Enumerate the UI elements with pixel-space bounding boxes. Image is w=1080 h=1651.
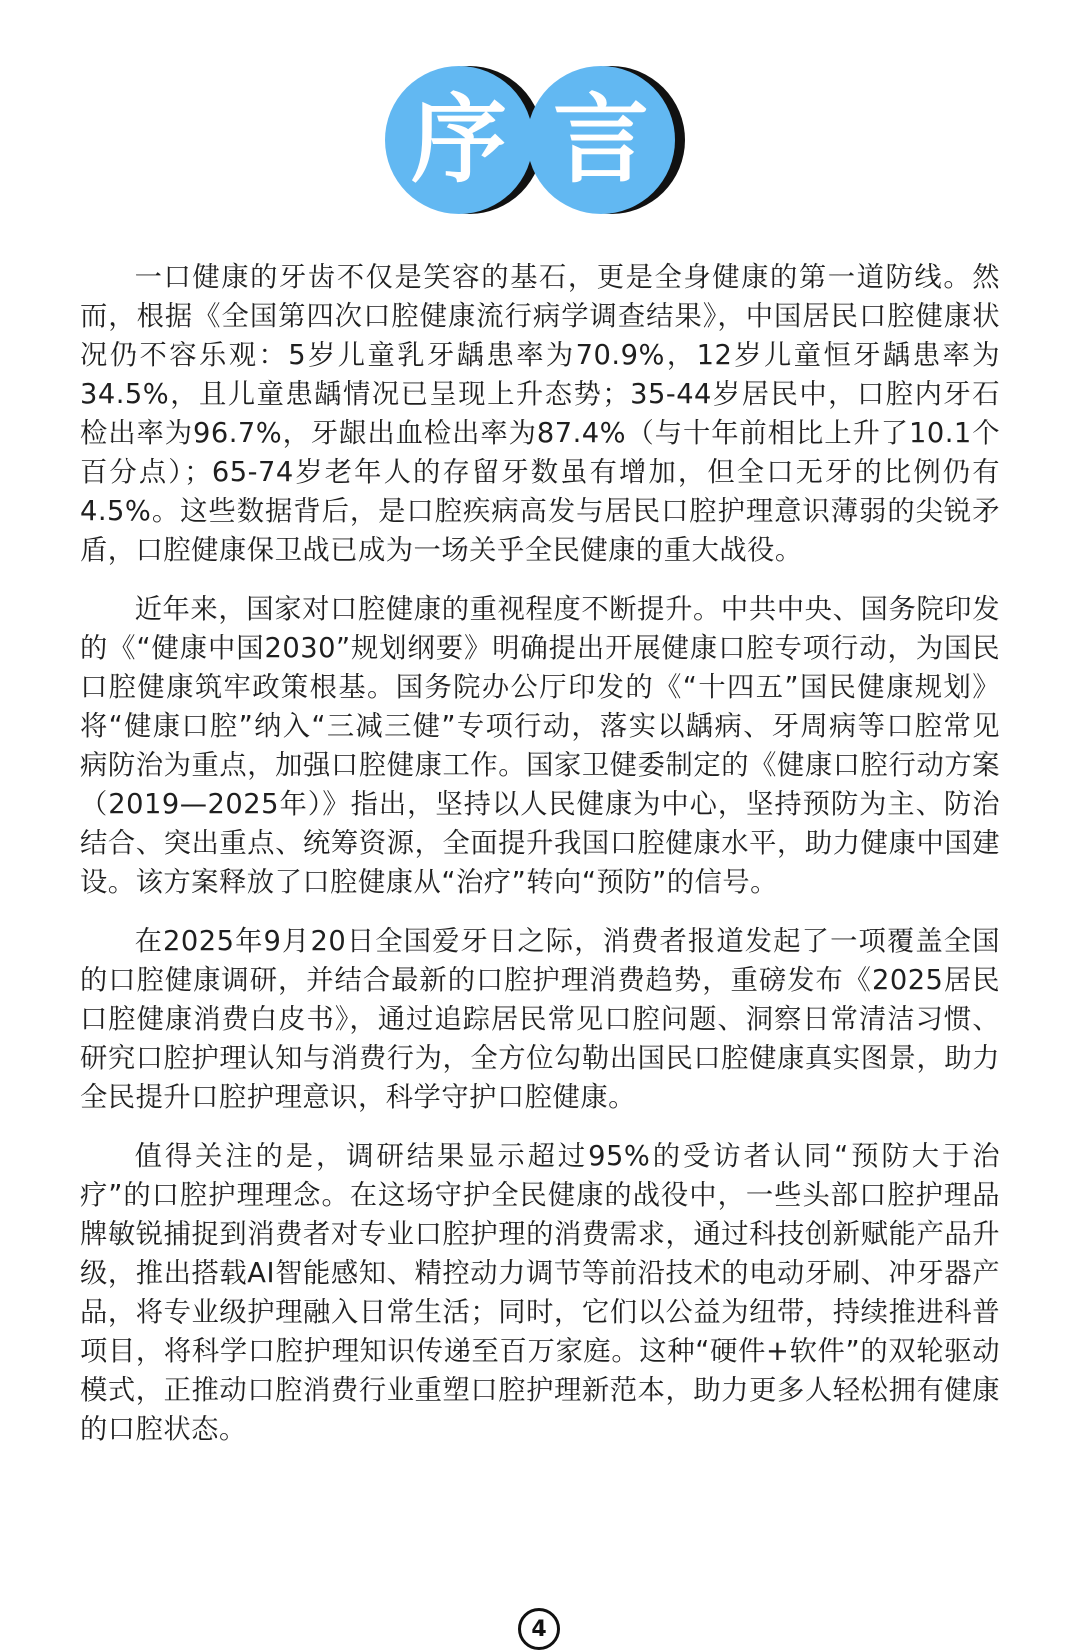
title-circle-face [527,66,675,214]
paragraph-1: 一口健康的牙齿不仅是笑容的基石，更是全身健康的第一道防线。然而，根据《全国第四次口腔健康流行病学调查结果》，中国居民口腔健康状况仍不容乐观：5岁儿童乳牙龋患率为70.9%，12岁儿童恒牙龋患率为34.5%，且儿童患龋情况已呈现上升态势；35-44岁居民中，口腔内牙石检出率为96.7%，牙龈出血检出率为87.4%（与十年前相比上升了10.1个百分点）；65-74岁老年人的存留牙数虽有增加，但全口无牙的比例仍有4.5%。这些数据背后，是口腔疾病高发与居民口腔护理意识薄弱的尖锐矛盾，口腔健康保卫战已成为一场关乎全民健康的重大战役。 [80,262,1000,566]
paragraph-2: 近年来，国家对口腔健康的重视程度不断提升。中共中央、国务院印发的《“健康中国2030”规划纲要》明确提出开展健康口腔专项行动，为国民口腔健康筑牢政策根基。国务院办公厅印发的《“十四五”国民健康规划》将“健康口腔”纳入“三减三健”专项行动，落实以龋病、牙周病等口腔常见病防治为重点，加强口腔健康工作。国家卫健委制定的《健康口腔行动方案（2019—2025年）》指出，坚持以人民健康为中心，坚持预防为主、防治结合、突出重点、统筹资源，全面提升我国口腔健康水平，助力健康中国建设。该方案释放了口腔健康从“治疗”转向“预防”的信号。 [80,594,1000,898]
page-number: 4 [518,1608,560,1650]
page-title [385,62,705,222]
paragraph-3: 在2025年9月20日全国爱牙日之际，消费者报道发起了一项覆盖全国的口腔健康调研，并结合最新的口腔护理消费趋势，重磅发布《2025居民口腔健康消费白皮书》，通过追踪居民常见口腔问题、洞察日常清洁习惯、研究口腔护理认知与消费行为，全方位勾勒出国民口腔健康真实图景，助力全民提升口腔护理意识，科学守护口腔健康。 [80,926,1000,1113]
paragraph-4: 值得关注的是，调研结果显示超过95%的受访者认同“预防大于治疗”的口腔护理理念。在这场守护全民健康的战役中，一些头部口腔护理品牌敏锐捕捉到消费者对专业口腔护理的消费需求，通过科技创新赋能产品升级，推出搭载AI智能感知、精控动力调节等前沿技术的电动牙刷、冲牙器产品，将专业级护理融入日常生活；同时，它们以公益为纽带，持续推进科普项目，将科学口腔护理知识传递至百万家庭。这种“硬件+软件”的双轮驱动模式，正推动口腔消费行业重塑口腔护理新范本，助力更多人轻松拥有健康的口腔状态。 [80,1141,1000,1445]
title-char-1: 序 [411,84,507,196]
title-char-2: 言 [553,84,649,196]
title-circle-1 [385,66,533,214]
title-circle-2 [527,66,675,214]
title-circle-face [385,66,533,214]
body-text [80,258,1000,1469]
